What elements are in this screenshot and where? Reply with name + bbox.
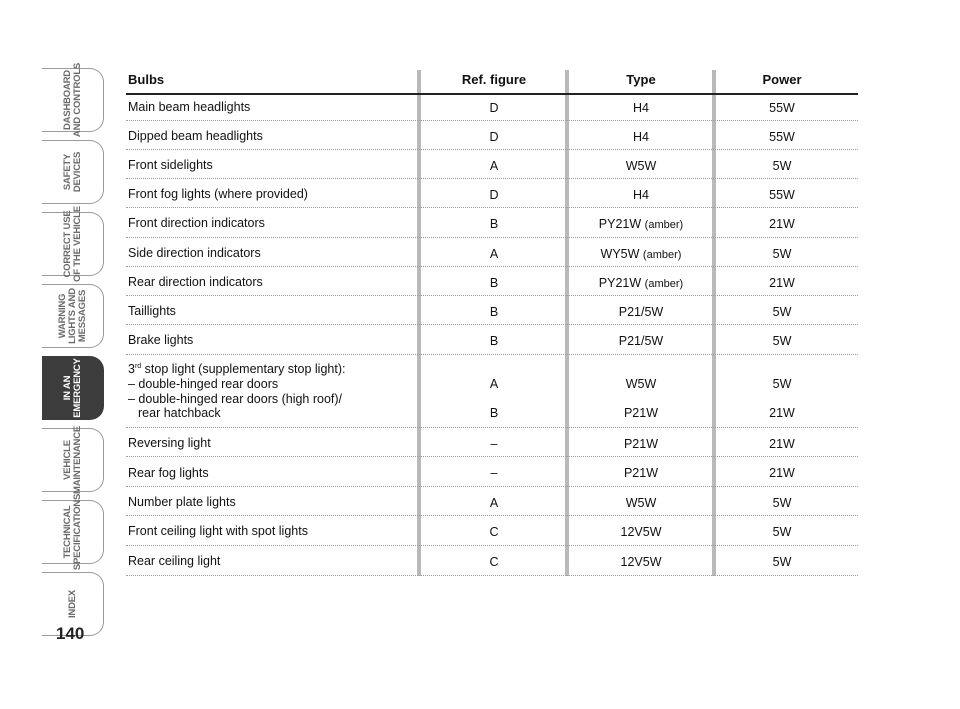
row-power: 21W	[769, 437, 795, 451]
row-name: Front sidelights	[128, 158, 213, 172]
header-ref-figure: Ref. figure	[461, 72, 527, 87]
row-power: 55W	[769, 188, 795, 202]
title-rest: stop light (supplementary stop light):	[141, 362, 346, 376]
row-ref: B	[489, 334, 499, 348]
row-ref: –	[490, 466, 498, 480]
row-type: H4	[633, 101, 649, 115]
row-power: 5W	[772, 496, 792, 510]
row-name: Front direction indicators	[128, 216, 265, 230]
row-ref: C	[489, 525, 499, 539]
third-stop-sub1: – double-hinged rear doors	[128, 377, 279, 391]
row-divider	[126, 486, 858, 487]
row-type	[578, 217, 704, 231]
row-type: P21W	[623, 406, 659, 420]
tab-technical-specifications[interactable]	[42, 493, 104, 571]
row-divider	[126, 354, 858, 355]
row-name: Front ceiling light with spot lights	[128, 524, 308, 538]
tab-dashboard-and-controls[interactable]	[42, 62, 104, 138]
row-ref: A	[489, 496, 499, 510]
row-name: Reversing light	[128, 436, 211, 450]
row-divider	[126, 324, 858, 325]
row-ref: B	[489, 217, 499, 231]
row-divider	[126, 515, 858, 516]
tab-label: TECHNICAL SPECIFICATIONS	[61, 493, 83, 571]
row-ref: B	[489, 276, 499, 290]
row-type	[578, 247, 704, 261]
type-note: (amber)	[644, 278, 684, 290]
row-type: P21/5W	[618, 305, 664, 319]
page-number: 140	[56, 624, 85, 643]
row-power: 5W	[772, 555, 792, 569]
tab-in-an-emergency[interactable]	[42, 356, 104, 420]
row-power: 55W	[769, 101, 795, 115]
tab-label: DASHBOARD AND CONTROLS	[61, 62, 83, 138]
tab-label: SAFETY DEVICES	[61, 151, 83, 193]
row-ref: C	[489, 555, 499, 569]
row-type: W5W	[625, 377, 657, 391]
row-divider	[126, 295, 858, 296]
third-stop-sub2: – double-hinged rear doors (high roof)/	[128, 392, 343, 406]
row-ref: A	[489, 159, 499, 173]
title-num: 3	[128, 362, 135, 376]
column-divider	[712, 70, 716, 576]
tab-label: IN AN EMERGENCY	[61, 358, 83, 418]
row-ref: D	[489, 130, 499, 144]
row-name: Side direction indicators	[128, 246, 261, 260]
row-power: 5W	[772, 247, 792, 261]
row-power: 21W	[769, 466, 795, 480]
column-divider	[565, 70, 569, 576]
row-type	[578, 276, 704, 290]
header-bulbs: Bulbs	[128, 72, 165, 87]
type-code: WY5W	[600, 247, 640, 261]
row-ref: A	[489, 377, 499, 391]
tab-safety-devices[interactable]	[42, 140, 104, 204]
row-divider	[126, 120, 858, 121]
row-name: Rear direction indicators	[128, 275, 263, 289]
tab-correct-use[interactable]	[42, 206, 104, 282]
row-type: P21W	[623, 466, 659, 480]
row-name: Main beam headlights	[128, 100, 251, 114]
row-type: H4	[633, 188, 649, 202]
row-divider	[126, 427, 858, 428]
row-ref: D	[489, 188, 499, 202]
type-note: (amber)	[644, 219, 684, 231]
row-power: 5W	[772, 159, 792, 173]
row-type: 12V5W	[620, 525, 662, 539]
row-ref: D	[489, 101, 499, 115]
row-divider	[126, 207, 858, 208]
type-code: PY21W	[598, 217, 642, 231]
row-divider	[126, 456, 858, 457]
row-ref: B	[489, 305, 499, 319]
tab-label: CORRECT USE OF THE VEHICLE	[61, 206, 83, 282]
row-type: P21W	[623, 437, 659, 451]
row-power: 21W	[769, 217, 795, 231]
row-power: 5W	[772, 525, 792, 539]
column-divider	[417, 70, 421, 576]
tab-warning-lights[interactable]	[42, 284, 104, 348]
row-power: 5W	[772, 305, 792, 319]
row-power: 21W	[769, 276, 795, 290]
tab-label: INDEX	[66, 589, 78, 619]
tab-vehicle-maintenance[interactable]	[42, 428, 104, 492]
row-type: W5W	[625, 159, 657, 173]
row-power: 21W	[769, 406, 795, 420]
row-name: Dipped beam headlights	[128, 129, 263, 143]
row-power: 5W	[772, 334, 792, 348]
row-name: Rear fog lights	[128, 466, 209, 480]
row-power: 5W	[772, 377, 792, 391]
header-power: Power	[762, 72, 802, 87]
row-name: Front fog lights (where provided)	[128, 187, 308, 201]
tab-label: VEHICLE MAINTENANCE	[61, 426, 83, 494]
row-ref: B	[489, 406, 499, 420]
row-divider	[126, 237, 858, 238]
row-type: 12V5W	[620, 555, 662, 569]
row-name: Rear ceiling light	[128, 554, 221, 568]
third-stop-sub2-cont: rear hatchback	[138, 406, 221, 420]
row-type: W5W	[625, 496, 657, 510]
row-name: Number plate lights	[128, 495, 236, 509]
row-name: Brake lights	[128, 333, 194, 347]
row-divider	[126, 149, 858, 150]
type-note: (amber)	[642, 249, 682, 261]
row-name: Taillights	[128, 304, 176, 318]
header-type: Type	[626, 72, 656, 87]
title-sup: rd	[134, 362, 142, 370]
third-stop-title	[128, 362, 345, 376]
row-type: P21/5W	[618, 334, 664, 348]
tab-label: WARNING LIGHTS AND MESSAGES	[56, 288, 88, 344]
type-code: PY21W	[598, 276, 642, 290]
row-power: 55W	[769, 130, 795, 144]
row-divider	[126, 575, 858, 576]
row-divider	[126, 266, 858, 267]
row-type: H4	[633, 130, 649, 144]
row-ref: A	[489, 247, 499, 261]
row-ref: –	[490, 437, 498, 451]
header-rule	[126, 93, 858, 95]
row-divider	[126, 178, 858, 179]
row-divider	[126, 545, 858, 546]
